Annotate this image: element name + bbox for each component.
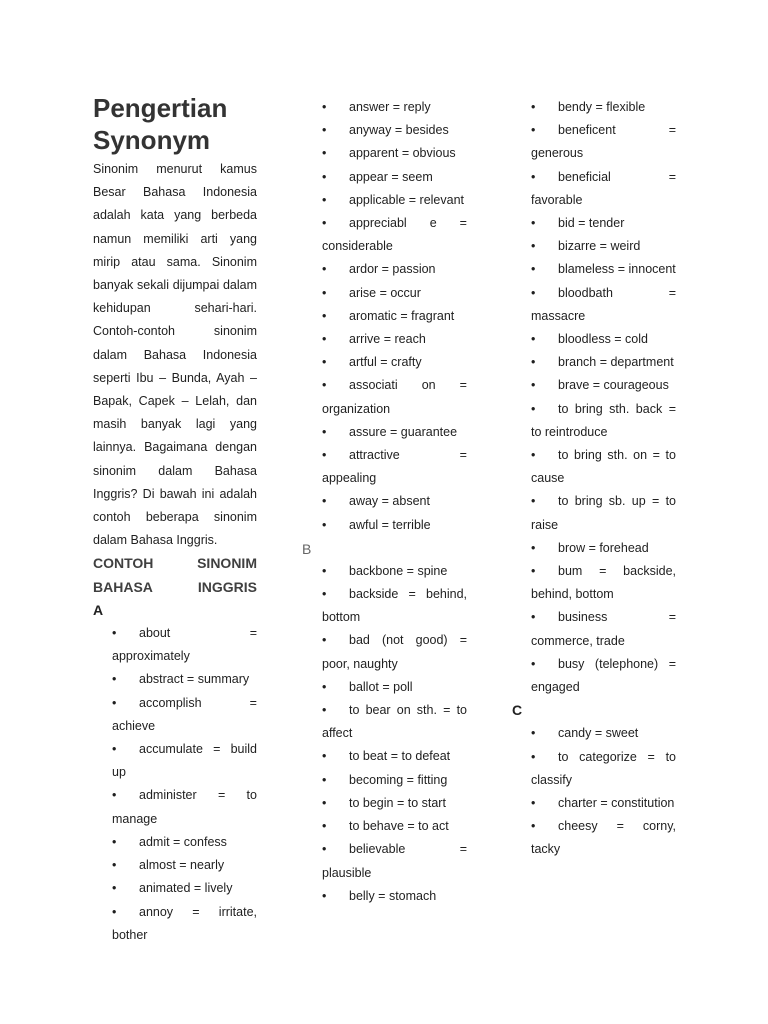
synonym-text: awful = terrible [349,517,431,532]
synonym-text: accomplish = achieve [112,695,257,733]
bullet-icon: • [322,563,327,578]
synonym-item [322,421,467,444]
synonym-text: busy (telephone) = engaged [531,656,676,695]
synonym-item [322,328,467,351]
bullet-icon: • [322,819,327,834]
bullet-icon: • [322,448,327,463]
synonym-text: charter = constitution [558,796,675,811]
synonym-item [531,537,676,560]
synonym-text: away = absent [349,494,430,509]
synonym-item [112,831,257,854]
column-3 [512,96,676,862]
section-heading: CONTOH SINONIM BAHASA INGGRIS [93,555,257,595]
bullet-icon: • [531,564,536,579]
bullet-icon: • [531,749,536,764]
bullet-icon: • [322,703,327,718]
synonym-text: branch = department [558,355,674,370]
bullet-icon: • [322,262,327,277]
letter-heading-b: B [302,540,312,557]
synonym-item [322,769,467,792]
synonym-item [531,444,676,490]
synonym-text: arise = occur [349,285,421,300]
synonym-text: admit = confess [139,834,227,849]
bullet-icon: • [322,517,327,532]
synonym-text: ballot = poll [349,679,413,694]
synonym-item [531,328,676,351]
synonym-text: apparent = obvious [349,146,456,161]
synonym-item [531,119,676,165]
bullet-icon: • [322,772,327,787]
bullet-icon: • [531,239,536,254]
bullet-icon: • [531,540,536,555]
synonym-text: belly = stomach [349,888,437,903]
synonym-text: becoming = fitting [349,772,448,787]
synonym-text: associati on = organization [322,378,467,416]
synonym-text: accumulate = build up [112,742,257,780]
synonym-text: annoy = irritate, bother [112,904,257,942]
synonym-text: about = approximately [112,626,257,664]
synonym-item [322,885,467,908]
bullet-icon: • [531,332,536,347]
synonym-item [531,166,676,212]
synonym-text: candy = sweet [558,726,639,741]
bullet-icon: • [531,819,536,834]
synonym-item [112,668,257,691]
synonym-item [322,374,467,420]
synonym-text: to bring sb. up = to raise [531,494,676,532]
bullet-icon: • [322,633,327,648]
synonym-text: assure = guarantee [349,424,458,439]
bullet-icon: • [112,626,117,641]
synonym-text: anyway = besides [349,123,449,138]
synonym-item [112,622,257,668]
synonym-text: brave = courageous [558,378,669,393]
bullet-icon: • [112,904,117,919]
synonym-text: beneficial = favorable [531,169,676,207]
synonym-item [322,305,467,328]
bullet-icon: • [322,355,327,370]
intro-paragraph: Sinonim menurut kamus Besar Bahasa Indonesia adalah kata yang berbeda namun memiliki arti yang mirip atau sama. Sinonim banyak sekali dijumpai dalam kehidupan sehari-hari. Contoh-contoh sinonim dalam Bahasa Indonesia seperti Ibu – Bunda, Ayah – Bapak, Capek – Lelah, dan masih banyak lagi yang lainnya. Bagaimana dengan sinonim dalam Bahasa Inggris? Di bawah ini adalah contoh beberapa sinonim dalam Bahasa Inggris. [93,162,257,548]
synonym-text: beneficent = generous [531,123,676,161]
bullet-icon: • [531,610,536,625]
synonym-text: applicable = relevant [349,192,465,207]
bullet-icon: • [322,424,327,439]
synonym-text: answer = reply [349,100,431,114]
synonym-list-b-continued [531,96,676,699]
synonym-item [531,746,676,792]
bullet-icon: • [322,100,327,114]
synonym-item [322,629,467,675]
synonym-item [531,212,676,235]
synonym-text: bloodbath = massacre [531,285,676,323]
synonym-item [112,854,257,877]
synonym-item [531,560,676,606]
synonym-item [531,258,676,281]
bullet-icon: • [531,169,536,184]
synonym-text: administer = to manage [112,788,257,826]
synonym-item [531,282,676,328]
synonym-item [531,653,676,699]
bullet-icon: • [531,285,536,300]
bullet-icon: • [112,672,117,687]
synonym-text: cheesy = corny, tacky [531,819,676,857]
synonym-text: to bear on sth. = to affect [322,703,467,741]
synonym-item [531,722,676,745]
bullet-icon: • [322,378,327,393]
bullet-icon: • [531,401,536,416]
bullet-icon: • [322,146,327,161]
column-2 [302,96,467,908]
bullet-icon: • [531,448,536,463]
bullet-icon: • [531,656,536,671]
bullet-icon: • [322,679,327,694]
bullet-icon: • [112,742,117,757]
synonym-item [322,676,467,699]
synonym-text: arrive = reach [349,332,426,347]
synonym-list-b [322,560,467,908]
synonym-item [322,514,467,537]
synonym-text: blameless = innocent [558,262,676,277]
synonym-text: to behave = to act [349,819,449,834]
bullet-icon: • [531,123,536,138]
synonym-text: almost = nearly [139,858,225,873]
bullet-icon: • [322,888,327,903]
synonym-text: to bring sth. back = to reintroduce [531,401,676,439]
synonym-item [322,351,467,374]
synonym-text: bizarre = weird [558,239,641,254]
synonym-text: to bring sth. on = to cause [531,448,676,486]
synonym-text: to beat = to defeat [349,749,451,764]
synonym-text: animated = lively [139,881,233,896]
bullet-icon: • [112,788,117,803]
synonym-item [322,490,467,513]
synonym-item [322,142,467,165]
synonym-item [531,374,676,397]
bullet-icon: • [531,262,536,277]
synonym-item [322,560,467,583]
synonym-text: believable = plausible [322,842,467,880]
bullet-icon: • [531,100,536,114]
bullet-icon: • [112,858,117,873]
synonym-text: bad (not good) = poor, naughty [322,633,467,671]
page-title: Pengertian Synonym [93,93,228,155]
bullet-icon: • [531,378,536,393]
bullet-icon: • [322,169,327,184]
synonym-item [322,745,467,768]
bullet-icon: • [322,216,327,231]
synonym-list-c [531,722,676,861]
synonym-item [112,738,257,784]
synonym-item [322,583,467,629]
synonym-item [531,96,676,119]
synonym-item [531,792,676,815]
bullet-icon: • [112,695,117,710]
bullet-icon: • [531,494,536,509]
synonym-item [531,398,676,444]
synonym-item [531,490,676,536]
letter-heading-a: A [93,601,104,618]
synonym-item [322,189,467,212]
synonym-text: bid = tender [558,216,625,231]
bullet-icon: • [531,216,536,231]
synonym-text: backside = behind, bottom [322,587,467,625]
synonym-text: brow = forehead [558,540,649,555]
bullet-icon: • [531,726,536,741]
bullet-icon: • [322,192,327,207]
synonym-list-a-continued [322,96,467,537]
synonym-text: bloodless = cold [558,332,648,347]
synonym-item [531,235,676,258]
letter-heading-c: C [512,702,523,719]
bullet-icon: • [322,749,327,764]
synonym-item [322,258,467,281]
bullet-icon: • [322,308,327,323]
synonym-item [322,212,467,258]
synonym-text: ardor = passion [349,262,436,277]
synonym-item [112,901,257,947]
bullet-icon: • [322,332,327,347]
synonym-text: appreciabl e = considerable [322,216,467,254]
synonym-item [322,699,467,745]
bullet-icon: • [322,587,327,602]
synonym-item [531,351,676,374]
synonym-item [322,792,467,815]
synonym-text: abstract = summary [139,672,250,687]
bullet-icon: • [322,123,327,138]
synonym-item [112,784,257,830]
bullet-icon: • [531,355,536,370]
bullet-icon: • [322,494,327,509]
bullet-icon: • [112,881,117,896]
synonym-text: attractive = appealing [322,448,467,486]
bullet-icon: • [322,842,327,857]
synonym-text: backbone = spine [349,563,448,578]
synonym-item [531,815,676,861]
synonym-item [322,815,467,838]
synonym-item [322,444,467,490]
synonym-text: appear = seem [349,169,433,184]
bullet-icon: • [531,796,536,811]
synonym-text: bendy = flexible [558,100,646,114]
synonym-text: aromatic = fragrant [349,308,455,323]
synonym-list-a [112,622,257,947]
synonym-text: to categorize = to classify [531,749,676,787]
synonym-item [322,166,467,189]
column-1 [93,92,257,947]
bullet-icon: • [322,285,327,300]
synonym-item [531,606,676,652]
synonym-item [112,692,257,738]
synonym-item [322,838,467,884]
synonym-item [112,877,257,900]
synonym-text: business = commerce, trade [531,610,676,648]
synonym-item [322,119,467,142]
synonym-item [322,96,467,119]
synonym-item [322,282,467,305]
bullet-icon: • [112,834,117,849]
synonym-text: bum = backside, behind, bottom [531,564,676,602]
bullet-icon: • [322,795,327,810]
synonym-text: artful = crafty [349,355,422,370]
synonym-text: to begin = to start [349,795,446,810]
